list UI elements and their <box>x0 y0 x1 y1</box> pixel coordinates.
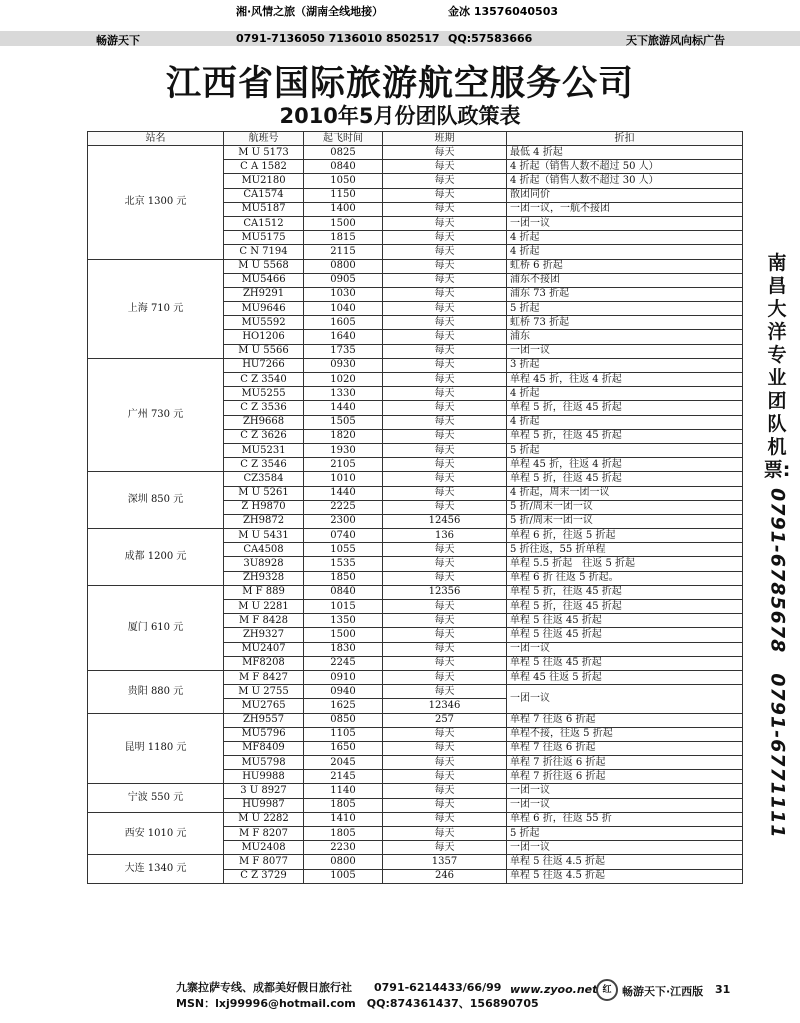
departure-time-cell: 0930 <box>304 358 383 372</box>
schedule-cell: 每天 <box>383 373 507 387</box>
schedule-cell: 每天 <box>383 415 507 429</box>
departure-time-cell: 1625 <box>304 699 383 713</box>
schedule-cell: 每天 <box>383 628 507 642</box>
departure-time-cell: 1410 <box>304 812 383 826</box>
table-row <box>88 713 743 727</box>
departure-time-cell: 1350 <box>304 614 383 628</box>
flight-number-cell: MU5175 <box>224 231 304 245</box>
flight-number-cell: M U 5568 <box>224 259 304 273</box>
schedule-cell: 每天 <box>383 387 507 401</box>
departure-time-cell: 2300 <box>304 514 383 528</box>
schedule-cell: 每天 <box>383 273 507 287</box>
discount-cell: 虹桥 6 折起 <box>507 259 743 273</box>
page-subtitle: 2010年5月份团队政策表 <box>279 104 521 128</box>
station-cell: 成都 1200 元 <box>88 529 224 586</box>
flight-number-cell: CA1574 <box>224 188 304 202</box>
discount-cell: 单程 7 折往返 6 折起 <box>507 756 743 770</box>
schedule-cell: 每天 <box>383 756 507 770</box>
schedule-cell: 每天 <box>383 344 507 358</box>
flight-number-cell: MU2407 <box>224 642 304 656</box>
flight-number-cell: ZH9668 <box>224 415 304 429</box>
departure-time-cell: 0840 <box>304 585 383 599</box>
discount-cell: 浦东 73 折起 <box>507 287 743 301</box>
schedule-cell: 每天 <box>383 458 507 472</box>
station-cell: 昆明 1180 元 <box>88 713 224 784</box>
schedule-cell: 每天 <box>383 429 507 443</box>
station-cell: 上海 710 元 <box>88 259 224 358</box>
schedule-cell: 12346 <box>383 699 507 713</box>
discount-cell: 4 折起 <box>507 415 743 429</box>
table-row <box>88 784 743 798</box>
schedule-cell: 每天 <box>383 812 507 826</box>
schedule-cell: 246 <box>383 869 507 883</box>
departure-time-cell: 1640 <box>304 330 383 344</box>
flight-number-cell: ZH9557 <box>224 713 304 727</box>
table-row <box>88 146 743 160</box>
departure-time-cell: 2245 <box>304 656 383 670</box>
discount-cell: 单程 5 往返 45 折起 <box>507 656 743 670</box>
footer-brand: 畅游天下·江西版 <box>622 985 704 998</box>
flight-number-cell: M U 2281 <box>224 600 304 614</box>
departure-time-cell: 0840 <box>304 160 383 174</box>
departure-time-cell: 1535 <box>304 557 383 571</box>
discount-cell: 单程不接，往返 5 折起 <box>507 727 743 741</box>
discount-cell: 单程 5 往返 4.5 折起 <box>507 855 743 869</box>
departure-time-cell: 0800 <box>304 855 383 869</box>
discount-cell: 单程 5 往返 4.5 折起 <box>507 869 743 883</box>
column-header-discount: 折扣 <box>507 132 743 146</box>
flight-number-cell: MU2408 <box>224 841 304 855</box>
flight-number-cell: MU9646 <box>224 302 304 316</box>
schedule-cell: 每天 <box>383 670 507 684</box>
discount-cell: 5 折起 <box>507 302 743 316</box>
departure-time-cell: 1815 <box>304 231 383 245</box>
footer-line1: 九寨拉萨专线、成都美好假日旅行社 0791-6214433/66/99 <box>176 981 502 994</box>
discount-cell: 4 折起（销售人数不超过 50 人） <box>507 160 743 174</box>
flight-number-cell: M F 8207 <box>224 827 304 841</box>
departure-time-cell: 0825 <box>304 146 383 160</box>
departure-time-cell: 1020 <box>304 373 383 387</box>
departure-time-cell: 1500 <box>304 216 383 230</box>
discount-cell: 4 折起 <box>507 387 743 401</box>
departure-time-cell: 2105 <box>304 458 383 472</box>
flight-number-cell: MU5187 <box>224 202 304 216</box>
departure-time-cell: 1735 <box>304 344 383 358</box>
discount-cell: 单程 5 折，往返 45 折起 <box>507 600 743 614</box>
discount-cell: 单程 6 折，往返 55 折 <box>507 812 743 826</box>
station-cell: 西安 1010 元 <box>88 812 224 855</box>
flight-number-cell: M U 5566 <box>224 344 304 358</box>
departure-time-cell: 1030 <box>304 287 383 301</box>
schedule-cell: 12456 <box>383 514 507 528</box>
flight-number-cell: MU5796 <box>224 727 304 741</box>
departure-time-cell: 0910 <box>304 670 383 684</box>
header-center-line2: 0791-7136050 7136010 8502517 <box>236 32 440 45</box>
departure-time-cell: 1500 <box>304 628 383 642</box>
discount-cell: 单程 45 折，往返 4 折起 <box>507 458 743 472</box>
schedule-cell: 257 <box>383 713 507 727</box>
flight-number-cell: ZH9291 <box>224 287 304 301</box>
flight-number-cell: M U 5261 <box>224 486 304 500</box>
discount-cell: 单程 5 往返 45 折起 <box>507 614 743 628</box>
schedule-cell: 每天 <box>383 784 507 798</box>
station-cell: 厦门 610 元 <box>88 585 224 670</box>
schedule-cell: 每天 <box>383 245 507 259</box>
schedule-cell: 每天 <box>383 614 507 628</box>
schedule-cell: 136 <box>383 529 507 543</box>
departure-time-cell: 2230 <box>304 841 383 855</box>
table-header-row <box>88 132 743 146</box>
flight-number-cell: Z H9870 <box>224 500 304 514</box>
departure-time-cell: 1605 <box>304 316 383 330</box>
schedule-cell: 每天 <box>383 770 507 784</box>
schedule-cell: 每天 <box>383 841 507 855</box>
departure-time-cell: 1650 <box>304 741 383 755</box>
discount-cell: 单程 5 折，往返 45 折起 <box>507 401 743 415</box>
schedule-cell: 每天 <box>383 231 507 245</box>
departure-time-cell: 1820 <box>304 429 383 443</box>
schedule-cell: 每天 <box>383 160 507 174</box>
discount-cell: 浦东不接团 <box>507 273 743 287</box>
station-cell: 大连 1340 元 <box>88 855 224 883</box>
schedule-cell: 每天 <box>383 798 507 812</box>
flight-number-cell: CA4508 <box>224 543 304 557</box>
header-bar <box>0 0 800 46</box>
header-left: 畅游天下 <box>96 34 140 47</box>
table-row <box>88 472 743 486</box>
flight-number-cell: C Z 3546 <box>224 458 304 472</box>
schedule-cell: 每天 <box>383 174 507 188</box>
discount-cell: 单程 5 折，往返 45 折起 <box>507 472 743 486</box>
flight-number-cell: CA1512 <box>224 216 304 230</box>
schedule-cell: 每天 <box>383 827 507 841</box>
schedule-cell: 每天 <box>383 202 507 216</box>
discount-cell: 4 折起 <box>507 231 743 245</box>
discount-cell: 一团一议 <box>507 685 743 713</box>
departure-time-cell: 0905 <box>304 273 383 287</box>
discount-cell: 一团一议 <box>507 344 743 358</box>
station-cell: 北京 1300 元 <box>88 146 224 260</box>
schedule-cell: 每天 <box>383 656 507 670</box>
schedule-cell: 每天 <box>383 571 507 585</box>
departure-time-cell: 1040 <box>304 302 383 316</box>
discount-cell: 一团一议 <box>507 798 743 812</box>
discount-cell: 单程 7 往返 6 折起 <box>507 713 743 727</box>
flight-number-cell: MU5231 <box>224 443 304 457</box>
column-header-schedule: 班期 <box>383 132 507 146</box>
discount-cell: 单程 6 折，往返 5 折起 <box>507 529 743 543</box>
departure-time-cell: 1830 <box>304 642 383 656</box>
flight-number-cell: MU5592 <box>224 316 304 330</box>
footer-line2: MSN：lxj99996@hotmail.com QQ:874361437、156890705 <box>176 997 539 1010</box>
schedule-cell: 每天 <box>383 472 507 486</box>
discount-cell: 4 折起，周末一团一议 <box>507 486 743 500</box>
footer-website: www.zyoo.net <box>510 983 598 996</box>
discount-cell: 5 折起 <box>507 443 743 457</box>
departure-time-cell: 2145 <box>304 770 383 784</box>
departure-time-cell: 1055 <box>304 543 383 557</box>
departure-time-cell: 1930 <box>304 443 383 457</box>
departure-time-cell: 0850 <box>304 713 383 727</box>
discount-cell: 一团一议，一航不接团 <box>507 202 743 216</box>
discount-cell: 单程 45 往返 5 折起 <box>507 670 743 684</box>
discount-cell: 5 折往返，55 折单程 <box>507 543 743 557</box>
departure-time-cell: 1150 <box>304 188 383 202</box>
schedule-cell: 每天 <box>383 330 507 344</box>
flight-number-cell: M U 5173 <box>224 146 304 160</box>
table-row <box>88 812 743 826</box>
departure-time-cell: 0740 <box>304 529 383 543</box>
policy-table-body <box>88 146 743 884</box>
schedule-cell: 每天 <box>383 316 507 330</box>
departure-time-cell: 1105 <box>304 727 383 741</box>
schedule-cell: 每天 <box>383 188 507 202</box>
discount-cell: 浦东 <box>507 330 743 344</box>
discount-cell: 单程 5 折，往返 45 折起 <box>507 429 743 443</box>
table-row <box>88 358 743 372</box>
schedule-cell: 每天 <box>383 685 507 699</box>
flight-number-cell: M U 2282 <box>224 812 304 826</box>
footer-bar <box>0 976 800 1023</box>
sidebar-phones: 0791-6785678 0791-6771111 <box>766 488 789 839</box>
header-center-line1: 湘·风情之旅（湖南全线地接） <box>236 5 384 18</box>
departure-time-cell: 1330 <box>304 387 383 401</box>
flight-number-cell: M F 889 <box>224 585 304 599</box>
page-title: 江西省国际旅游航空服务公司 <box>165 64 634 104</box>
discount-cell: 一团一议 <box>507 216 743 230</box>
departure-time-cell: 1400 <box>304 202 383 216</box>
discount-cell: 5 折/周末一团一议 <box>507 514 743 528</box>
sidebar-ad <box>762 252 792 839</box>
schedule-cell: 每天 <box>383 600 507 614</box>
flight-number-cell: HU9987 <box>224 798 304 812</box>
discount-cell: 虹桥 73 折起 <box>507 316 743 330</box>
schedule-cell: 1357 <box>383 855 507 869</box>
table-row <box>88 529 743 543</box>
schedule-cell: 每天 <box>383 216 507 230</box>
flight-number-cell: MU5255 <box>224 387 304 401</box>
discount-cell: 单程 7 折往返 6 折起 <box>507 770 743 784</box>
schedule-cell: 每天 <box>383 302 507 316</box>
discount-cell: 4 折起（销售人数不超过 30 人） <box>507 174 743 188</box>
header-contact-line1: 金冰 13576040503 <box>448 5 559 18</box>
flight-number-cell: MU5466 <box>224 273 304 287</box>
discount-cell: 一团一议 <box>507 784 743 798</box>
flight-number-cell: HU9988 <box>224 770 304 784</box>
discount-cell: 单程 45 折，往返 4 折起 <box>507 373 743 387</box>
table-row <box>88 670 743 684</box>
departure-time-cell: 2045 <box>304 756 383 770</box>
schedule-cell: 每天 <box>383 259 507 273</box>
discount-cell: 5 折/周末一团一议 <box>507 500 743 514</box>
flight-number-cell: CZ3584 <box>224 472 304 486</box>
flight-number-cell: M F 8427 <box>224 670 304 684</box>
flight-number-cell: ZH9872 <box>224 514 304 528</box>
flight-number-cell: MU2765 <box>224 699 304 713</box>
schedule-cell: 每天 <box>383 500 507 514</box>
schedule-cell: 每天 <box>383 146 507 160</box>
schedule-cell: 每天 <box>383 486 507 500</box>
departure-time-cell: 1805 <box>304 798 383 812</box>
departure-time-cell: 1850 <box>304 571 383 585</box>
brand-logo-icon: 红 <box>596 979 618 1001</box>
schedule-cell: 每天 <box>383 358 507 372</box>
discount-cell: 单程 5.5 折起 往返 5 折起 <box>507 557 743 571</box>
discount-cell: 单程 5 折，往返 45 折起 <box>507 585 743 599</box>
column-header-flight: 航班号 <box>224 132 304 146</box>
policy-table <box>87 131 743 884</box>
schedule-cell: 12356 <box>383 585 507 599</box>
departure-time-cell: 1015 <box>304 600 383 614</box>
flight-number-cell: 3 U 8927 <box>224 784 304 798</box>
table-row <box>88 259 743 273</box>
departure-time-cell: 1805 <box>304 827 383 841</box>
departure-time-cell: 2115 <box>304 245 383 259</box>
flight-number-cell: C A 1582 <box>224 160 304 174</box>
flight-number-cell: M F 8077 <box>224 855 304 869</box>
departure-time-cell: 1440 <box>304 486 383 500</box>
flight-number-cell: 3U8928 <box>224 557 304 571</box>
header-right: 天下旅游风向标广告 <box>626 34 725 47</box>
departure-time-cell: 2225 <box>304 500 383 514</box>
schedule-cell: 每天 <box>383 642 507 656</box>
flight-number-cell: ZH9328 <box>224 571 304 585</box>
schedule-cell: 每天 <box>383 741 507 755</box>
schedule-cell: 每天 <box>383 287 507 301</box>
flight-number-cell: MU2180 <box>224 174 304 188</box>
station-cell: 贵阳 880 元 <box>88 670 224 713</box>
flight-number-cell: C Z 3729 <box>224 869 304 883</box>
flight-number-cell: HU7266 <box>224 358 304 372</box>
departure-time-cell: 1050 <box>304 174 383 188</box>
station-cell: 宁波 550 元 <box>88 784 224 812</box>
schedule-cell: 每天 <box>383 557 507 571</box>
flight-number-cell: ZH9327 <box>224 628 304 642</box>
table-row <box>88 585 743 599</box>
sidebar-label: 南昌大洋专业团队机票: <box>763 252 791 481</box>
table-row <box>88 855 743 869</box>
discount-cell: 5 折起 <box>507 827 743 841</box>
discount-cell: 4 折起 <box>507 245 743 259</box>
departure-time-cell: 1010 <box>304 472 383 486</box>
page-number: 31 <box>715 983 731 996</box>
column-header-time: 起飞时间 <box>304 132 383 146</box>
discount-cell: 散团同价 <box>507 188 743 202</box>
station-cell: 广州 730 元 <box>88 358 224 472</box>
schedule-cell: 每天 <box>383 443 507 457</box>
departure-time-cell: 1005 <box>304 869 383 883</box>
discount-cell: 单程 5 往返 45 折起 <box>507 628 743 642</box>
departure-time-cell: 0940 <box>304 685 383 699</box>
schedule-cell: 每天 <box>383 727 507 741</box>
departure-time-cell: 1140 <box>304 784 383 798</box>
flight-number-cell: MU5798 <box>224 756 304 770</box>
flight-number-cell: C N 7194 <box>224 245 304 259</box>
flight-number-cell: HO1206 <box>224 330 304 344</box>
flight-number-cell: C Z 3540 <box>224 373 304 387</box>
departure-time-cell: 1440 <box>304 401 383 415</box>
flight-number-cell: C Z 3626 <box>224 429 304 443</box>
discount-cell: 3 折起 <box>507 358 743 372</box>
flight-number-cell: M F 8428 <box>224 614 304 628</box>
flight-number-cell: MF8409 <box>224 741 304 755</box>
departure-time-cell: 1505 <box>304 415 383 429</box>
discount-cell: 一团一议 <box>507 642 743 656</box>
flight-number-cell: MF8208 <box>224 656 304 670</box>
schedule-cell: 每天 <box>383 401 507 415</box>
schedule-cell: 每天 <box>383 543 507 557</box>
column-header-station: 站名 <box>88 132 224 146</box>
discount-cell: 单程 7 往返 6 折起 <box>507 741 743 755</box>
flight-number-cell: M U 2755 <box>224 685 304 699</box>
header-contact-line2: QQ:57583666 <box>448 32 533 45</box>
discount-cell: 最低 4 折起 <box>507 146 743 160</box>
flight-number-cell: C Z 3536 <box>224 401 304 415</box>
flight-number-cell: M U 5431 <box>224 529 304 543</box>
station-cell: 深圳 850 元 <box>88 472 224 529</box>
discount-cell: 一团一议 <box>507 841 743 855</box>
discount-cell: 单程 6 折 往返 5 折起。 <box>507 571 743 585</box>
departure-time-cell: 0800 <box>304 259 383 273</box>
